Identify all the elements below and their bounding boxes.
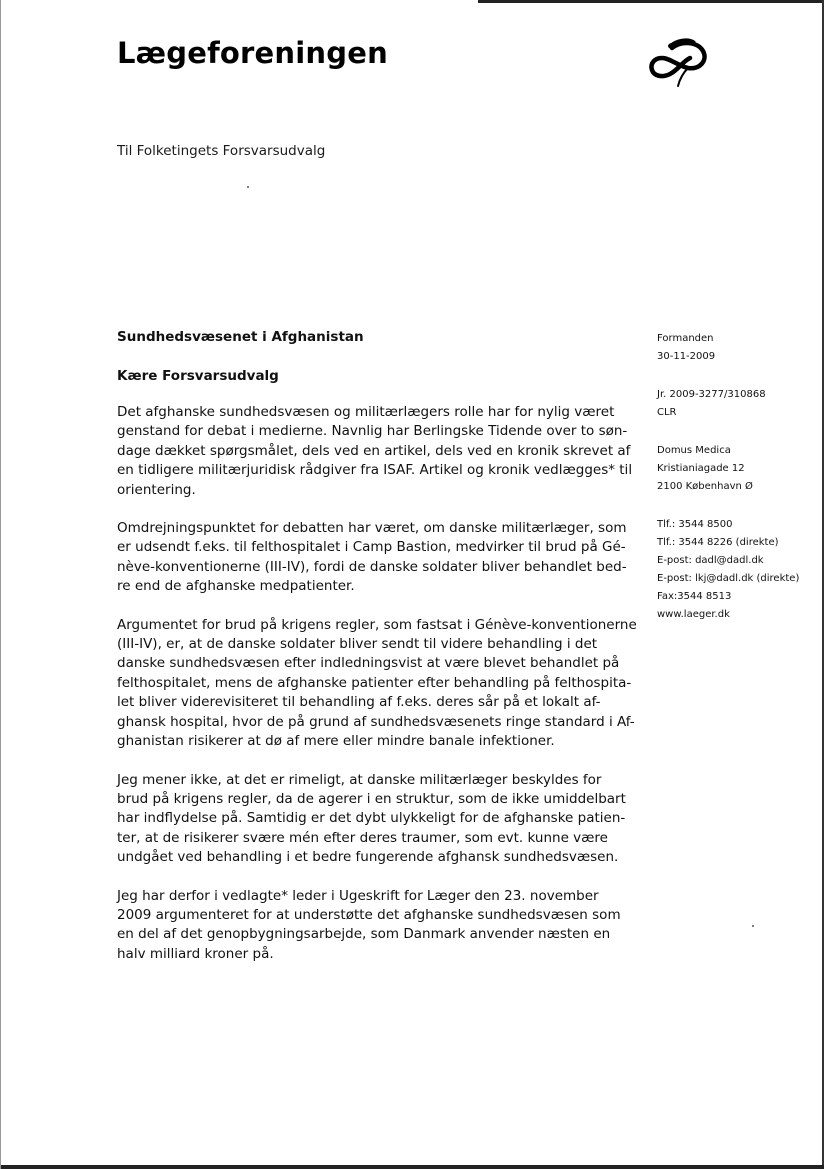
journal-reference (657, 386, 799, 422)
text-line: har indflydelse på. Samtidig er det dybt ulykkeligt for de afghanske patien- (117, 810, 626, 827)
text-line: genstand for debat i medierne. Navnlig har Berlingske Tidende over to søn- (117, 423, 628, 440)
text-line: Jeg mener ikke, at det er rimeligt, at danske militærlæger beskyldes for (117, 771, 602, 788)
text-line: ghansk hospital, hvor de på grund af sundhedsvæsenets ringe standard i Af- (117, 713, 635, 730)
scan-border-bottom (0, 1165, 824, 1169)
sender-role-date (657, 330, 799, 366)
text-line: Jeg har derfor i vedlagte* leder i Ugeskrift for Læger den 23. november (117, 887, 599, 904)
text-line: brud på krigens regler, da de agerer i en struktur, som de ikke umiddelbart (117, 790, 626, 807)
text-line: dage dækket spørgsmålet, dels ved en artikel, dels ved en kronik skrevet af (117, 442, 631, 459)
letter-body (117, 403, 637, 983)
email-direct: E-post: lkj@dadl.dk (direkte) (657, 573, 800, 584)
text-line: halv milliard kroner på. (117, 945, 274, 962)
paragraph (117, 519, 627, 597)
text-line: undgået ved behandling i et bedre fungerende afghansk sundhedsvæsen. (117, 849, 619, 866)
postal-address (657, 442, 799, 496)
aesculapian-snake-icon (648, 36, 710, 90)
case-initials: CLR (657, 407, 677, 418)
fax-number: Fax:3544 8513 (657, 591, 732, 602)
paragraph (117, 616, 637, 752)
address-line: Domus Medica (657, 445, 731, 456)
text-line: Det afghanske sundhedsvæsen og militærlægers rolle har for nylig været (117, 404, 615, 420)
scan-speck (752, 925, 754, 927)
organization-name: Lægeforeningen (117, 36, 388, 70)
recipient-line: Til Folketingets Forsvarsudvalg (117, 143, 326, 159)
sender-role: Formanden (657, 333, 714, 344)
scan-speck (247, 186, 249, 188)
paragraph (117, 403, 633, 500)
contact-details (657, 516, 799, 624)
sender-info-sidebar (657, 330, 799, 644)
text-line: 2009 argumenteret for at understøtte det afghanske sundhedsvæsen som (117, 906, 621, 923)
email-main: E-post: dadl@dadl.dk (657, 555, 764, 566)
text-line: ter, at de risikerer svære mén efter deres traumer, som evt. kunne være (117, 829, 608, 846)
text-line: ghanistan risikerer at dø af mere eller mindre banale infektioner. (117, 733, 555, 750)
scan-border-top (478, 0, 824, 3)
text-line: (III-IV), er, at de danske soldater bliver sendt til videre behandling i det (117, 636, 598, 653)
text-line: en del af det genopbygningsarbejde, som Danmark anvender næsten en (117, 926, 611, 943)
text-line: felthospitalet, mens de afghanske patienter efter behandling på felthospita- (117, 674, 632, 691)
paragraph (117, 771, 626, 868)
journal-number: Jr. 2009-3277/310868 (657, 389, 766, 400)
letter-date: 30-11-2009 (657, 351, 716, 362)
text-line: orientering. (117, 481, 196, 498)
text-line: en tidligere militærjuridisk rådgiver fra ISAF. Artikel og kronik vedlægges* til (117, 462, 633, 479)
text-line: danske sundhedsvæsen efter indledningsvist at være blevet behandlet på (117, 655, 620, 672)
letter-salutation: Kære Forsvarsudvalg (117, 368, 279, 384)
phone-main: Tlf.: 3544 8500 (657, 519, 733, 530)
address-line: 2100 København Ø (657, 481, 753, 492)
text-line: re end de afghanske medpatienter. (117, 578, 355, 595)
text-line: Omdrejningspunktet for debatten har været, om danske militærlæger, som (117, 520, 627, 537)
letter-subject: Sundhedsvæsenet i Afghanistan (117, 329, 364, 345)
paragraph (117, 887, 621, 965)
phone-direct: Tlf.: 3544 8226 (direkte) (657, 537, 779, 548)
scan-border-left (0, 0, 1, 1169)
text-line: Argumentet for brud på krigens regler, som fastsat i Génève-konventionerne (117, 616, 637, 633)
text-line: er udsendt f.eks. til felthospitalet i Camp Bastion, medvirker til brud på Gé- (117, 539, 626, 556)
website: www.laeger.dk (657, 609, 730, 620)
address-line: Kristianiagade 12 (657, 463, 745, 474)
text-line: let bliver viderevisiteret til behandling af f.eks. deres sår på et lokalt af- (117, 694, 601, 711)
text-line: nève-konventionerne (III-IV), fordi de danske soldater bliver behandlet bed- (117, 558, 627, 575)
